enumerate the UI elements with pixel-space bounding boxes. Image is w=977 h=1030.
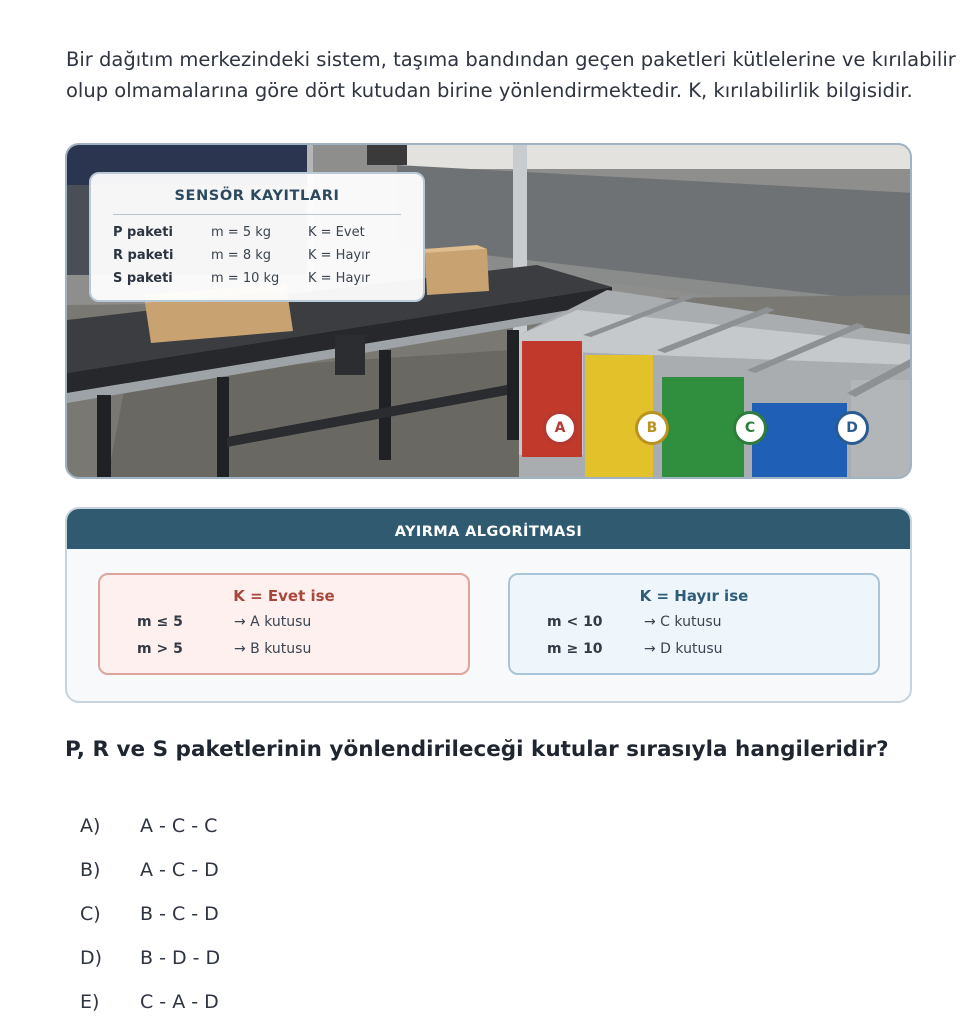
option-c[interactable] [80, 898, 220, 942]
rule-line [510, 636, 878, 663]
rule-line [100, 636, 468, 663]
sensor-divider [113, 214, 401, 215]
option-letter: D) [80, 947, 103, 969]
fragile-rules-title: K = Evet ise [233, 587, 335, 605]
option-a[interactable] [80, 810, 220, 854]
option-letter: A) [80, 815, 101, 837]
rule-result: → D kutusu [644, 641, 723, 657]
option-text: B - C - D [140, 903, 219, 925]
sensor-records-panel [89, 172, 425, 302]
sensor-fragility: K = Evet [308, 225, 365, 240]
option-b[interactable] [80, 854, 220, 898]
sorting-algorithm-panel [65, 507, 912, 703]
rule-condition: m > 5 [137, 641, 183, 657]
sensor-mass: m = 5 kg [211, 225, 272, 240]
rule-line [510, 609, 878, 636]
intro-text: Bir dağıtım merkezindeki sistem, taşıma bandından geçen paketleri kütlelerine ve kırılabilir olup olmamalarına göre dört kutudan birine yönlendirmektedir. K, kırılabilirlik bilgisidir. [66, 48, 956, 102]
non-fragile-rules-title: K = Hayır ise [639, 587, 749, 605]
sensor-fragility: K = Hayır [308, 271, 371, 286]
fragile-rules-box [98, 573, 470, 675]
rule-result: → C kutusu [644, 614, 722, 630]
bin-c-badge: C [733, 411, 767, 445]
sensor-title: SENSÖR KAYITLARI [174, 188, 340, 204]
rule-condition: m < 10 [547, 614, 603, 630]
option-letter: B) [80, 859, 101, 881]
sensor-row [91, 221, 423, 244]
bin-a-badge: A [543, 411, 577, 445]
rule-condition: m ≥ 10 [547, 641, 603, 657]
bin-d-panel [752, 403, 847, 479]
algorithm-title: AYIRMA ALGORİTMASI [67, 509, 910, 549]
rule-line [100, 609, 468, 636]
question-text: P, R ve S paketlerinin yönlendirileceği kutular sırasıyla hangileridir? [65, 737, 889, 762]
non-fragile-rules-box [508, 573, 880, 675]
sensor-mass: m = 8 kg [211, 248, 272, 263]
option-d[interactable] [80, 942, 220, 986]
warehouse-photo [65, 143, 912, 479]
sensor-package: R paketi [113, 248, 174, 263]
sensor-package: P paketi [113, 225, 173, 240]
answer-options [80, 810, 220, 1030]
sensor-row [91, 267, 423, 290]
sensor-fragility: K = Hayır [308, 248, 371, 263]
option-letter: E) [80, 991, 100, 1013]
option-letter: C) [80, 903, 101, 925]
bin-d-badge: D [835, 411, 869, 445]
rule-result: → A kutusu [234, 614, 312, 630]
option-text: B - D - D [140, 947, 221, 969]
bin-c-panel [662, 377, 744, 479]
sensor-package: S paketi [113, 271, 173, 286]
rule-condition: m ≤ 5 [137, 614, 183, 630]
option-text: C - A - D [140, 991, 219, 1013]
rule-result: → B kutusu [234, 641, 312, 657]
option-text: A - C - C [140, 815, 218, 837]
option-e[interactable] [80, 986, 220, 1030]
option-text: A - C - D [140, 859, 219, 881]
sensor-row [91, 244, 423, 267]
sensor-mass: m = 10 kg [211, 271, 280, 286]
bin-b-badge: B [635, 411, 669, 445]
